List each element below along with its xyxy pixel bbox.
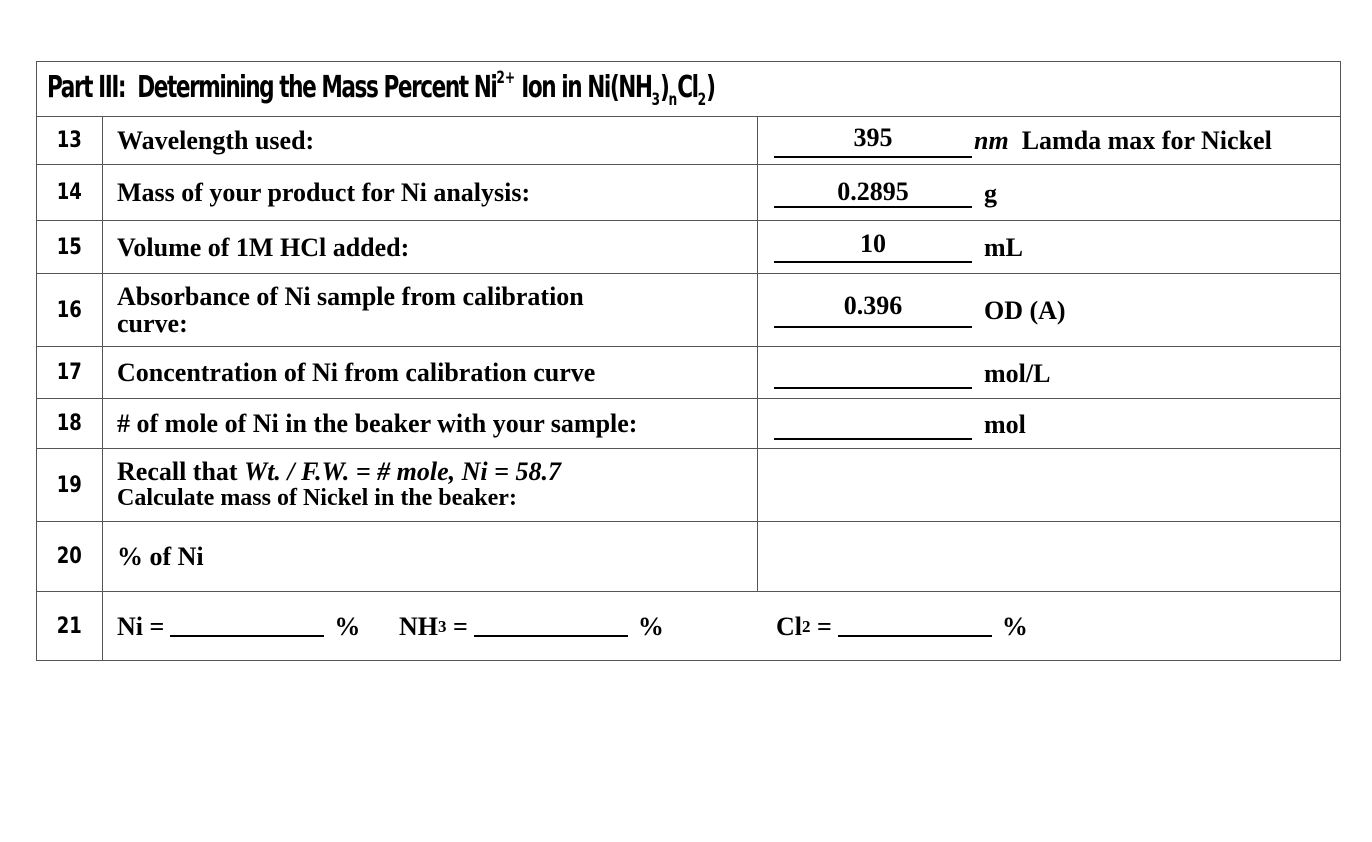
ni-percent-blank[interactable] xyxy=(170,635,324,637)
answer-value: 10 xyxy=(860,229,886,258)
title-row xyxy=(37,62,1341,117)
row-number: 14 xyxy=(37,165,103,221)
title-sub3: 2 xyxy=(697,90,707,110)
table-row xyxy=(37,592,1341,661)
nh3-percent: NH 3 = % xyxy=(399,611,664,641)
answer-cell xyxy=(758,274,1341,347)
table-row xyxy=(37,221,1341,274)
cl2-percent-blank[interactable] xyxy=(838,635,992,637)
row-label: Volume of 1M HCl added: xyxy=(103,221,758,274)
nh3-percent-blank[interactable] xyxy=(474,635,628,637)
formula: Wt. / F.W. = # mole, Ni = 58.7 xyxy=(244,457,561,486)
answer-field[interactable] xyxy=(774,347,972,398)
table-row xyxy=(37,347,1341,399)
row-number: 16 xyxy=(37,274,103,347)
answer-underline xyxy=(774,156,972,158)
answer-cell xyxy=(758,165,1341,221)
table-row xyxy=(37,522,1341,592)
row-label: % of Ni xyxy=(103,522,758,592)
answer-cell xyxy=(758,117,1341,165)
row-number: 18 xyxy=(37,399,103,449)
answer-unit: mol xyxy=(984,410,1026,439)
title-sub2: n xyxy=(668,90,678,110)
title-text-b: Ion in Ni(NH xyxy=(515,70,652,105)
row-label: Mass of your product for Ni analysis: xyxy=(103,165,758,221)
answer-value: 0.396 xyxy=(843,291,903,320)
answer-underline xyxy=(774,206,972,208)
answer-value: 0.2895 xyxy=(837,177,909,206)
worksheet-table xyxy=(36,61,1341,661)
row-label-line1: Absorbance of Ni sample from calibration xyxy=(117,282,584,311)
row-label xyxy=(103,274,758,347)
answer-cell[interactable] xyxy=(758,522,1341,592)
row-label-line2: Calculate mass of Nickel in the beaker: xyxy=(117,485,517,511)
ni-percent: Ni = % xyxy=(117,611,361,641)
row-label: # of mole of Ni in the beaker with your sample: xyxy=(103,399,758,449)
title-text-d: Cl xyxy=(677,70,698,105)
row-label: Wavelength used: xyxy=(103,117,758,165)
answer-cell xyxy=(758,399,1341,449)
cl2-percent: Cl 2 = % xyxy=(776,611,1028,641)
answer-cell[interactable] xyxy=(758,449,1341,522)
row-number: 17 xyxy=(37,347,103,399)
table-row xyxy=(37,117,1341,165)
title-text-c: ) xyxy=(660,70,669,105)
row-label-line1: Recall that Wt. / F.W. = # mole, Ni = 58.7 xyxy=(117,457,561,486)
table-row xyxy=(37,399,1341,449)
answer-underline xyxy=(774,261,972,263)
answer-unit: mol/L xyxy=(984,359,1051,388)
answer-field[interactable] xyxy=(774,274,972,346)
title-part: Part III: xyxy=(47,70,126,105)
table-row xyxy=(37,449,1341,522)
answer-underline xyxy=(774,326,972,328)
answer-field[interactable] xyxy=(774,399,972,448)
title-sup: 2+ xyxy=(496,68,516,88)
title-sub1: 3 xyxy=(651,90,661,110)
row-label: Concentration of Ni from calibration curve xyxy=(103,347,758,399)
percent-composition xyxy=(103,592,1341,661)
answer-underline xyxy=(774,438,972,440)
row-number: 20 xyxy=(37,522,103,592)
row-number: 21 xyxy=(37,592,103,661)
answer-unit: OD (A) xyxy=(984,296,1066,325)
answer-unit: nm Lamda max for Nickel xyxy=(974,126,1272,155)
row-number: 13 xyxy=(37,117,103,165)
answer-underline xyxy=(774,387,972,389)
answer-cell xyxy=(758,347,1341,399)
table-row xyxy=(37,274,1341,347)
answer-unit: mL xyxy=(984,233,1023,262)
answer-field[interactable] xyxy=(774,221,972,273)
row-label-line2: curve: xyxy=(117,309,188,338)
table-row xyxy=(37,165,1341,221)
row-number: 15 xyxy=(37,221,103,274)
answer-unit: g xyxy=(984,179,997,208)
answer-value: 395 xyxy=(853,123,893,152)
part-title xyxy=(37,62,1341,117)
title-text-e: ) xyxy=(706,70,715,105)
answer-field[interactable] xyxy=(774,117,972,164)
row-label xyxy=(103,449,758,522)
title-text-a: Determining the Mass Percent Ni xyxy=(137,70,497,105)
answer-field[interactable] xyxy=(774,165,972,220)
row-number: 19 xyxy=(37,449,103,522)
answer-cell xyxy=(758,221,1341,274)
